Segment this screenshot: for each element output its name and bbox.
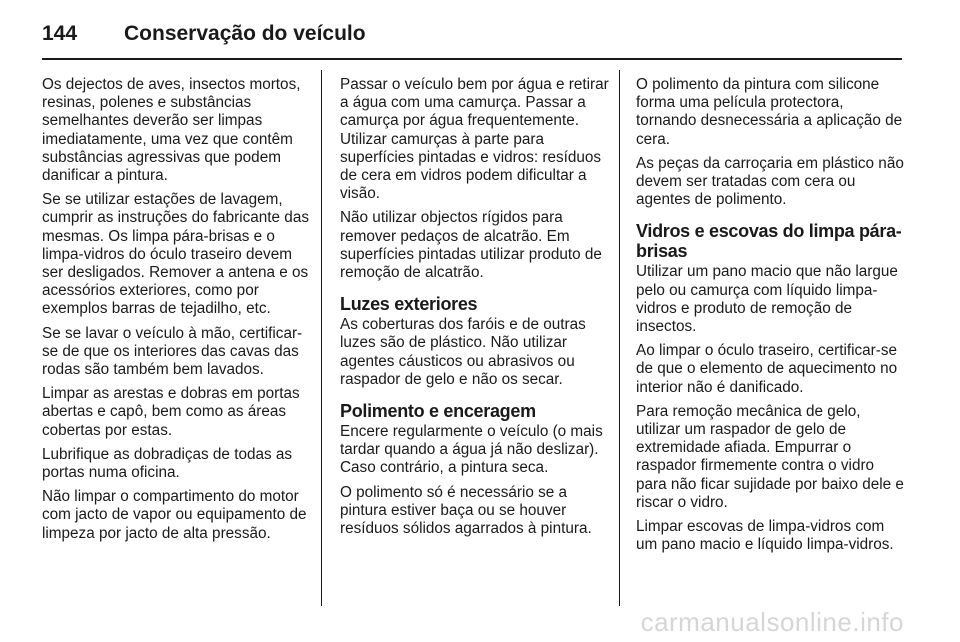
paragraph: O polimento só é necessário se a pintura estiver baça ou se houver resíduos sólidos agarrados à pintura. <box>340 483 592 538</box>
paragraph: Passar o veículo bem por água e retirar a água com uma camurça. Passar a camurça por água frequentemente. Utilizar camurças à parte para superfícies pintadas e vidros: resíduos de cera em vidros podem dificultar a visão. <box>340 76 609 203</box>
paragraph: Limpar escovas de limpa-vidros com um pano macio e líquido limpa-vidros. <box>636 518 894 554</box>
paragraph: Não limpar o compartimento do motor com jacto de vapor ou equipamento de limpeza por jacto de alta pressão. <box>42 488 307 542</box>
section-heading-windows-wipers: Vidros e escovas do limpa pára-brisas <box>636 221 902 262</box>
page-title: Conservação do veículo <box>124 22 366 45</box>
column-3 <box>636 76 906 560</box>
header-rule <box>42 58 902 60</box>
paragraph: Os dejectos de aves, insectos mortos, resinas, polenes e substâncias semelhantes deverão ser limpas imediatamente, uma vez que contêm substâncias agressivas que podem danificar a pintura. <box>42 76 301 185</box>
paragraph: O polimento da pintura com silicone forma uma película protectora, tornando desnecessária a aplicação de cera. <box>636 76 903 148</box>
paragraph: Não utilizar objectos rígidos para remover pedaços de alcatrão. Em superfícies pintadas utilizar produto de remoção de alcatrão. <box>340 209 602 282</box>
column-2 <box>340 76 610 544</box>
page-header <box>42 18 366 50</box>
column-divider <box>619 70 620 606</box>
watermark: carmanualsonline.info <box>640 607 904 637</box>
section-heading-exterior-lights: Luzes exteriores <box>340 294 478 315</box>
paragraph: Lubrifique as dobradiças de todas as portas numa oficina. <box>42 445 293 482</box>
paragraph: As peças da carroçaria em plástico não devem ser tratadas com cera ou agentes de polimento. <box>636 154 904 209</box>
column-1 <box>42 76 312 549</box>
paragraph: As coberturas dos faróis e de outras luzes são de plástico. Não utilizar agentes cáusticos ou abrasivos ou raspador de gelo e não os secar. <box>340 316 586 388</box>
paragraph: Utilizar um pano macio que não largue pelo ou camurça com líquido limpa-vidros e produto de remoção de insectos. <box>636 263 898 336</box>
page-number: 144 <box>42 22 78 45</box>
paragraph: Ao limpar o óculo traseiro, certificar-se de que o elemento de aquecimento no interior não é danificado. <box>636 342 898 396</box>
column-divider <box>321 70 322 606</box>
paragraph: Limpar as arestas e dobras em portas abertas e capô, bem como as áreas cobertas por estas. <box>42 385 300 439</box>
paragraph: Se se lavar o veículo à mão, certificar-se de que os interiores das cavas das rodas são também bem lavados. <box>42 324 303 379</box>
section-heading-polishing: Polimento e enceragem <box>340 401 536 422</box>
paragraph: Para remoção mecânica de gelo, utilizar um raspador de gelo de extremidade afiada. Empurrar o raspador firmemente contra o vidro para não ficar sujidade por baixo dele e riscar o vidro. <box>636 402 904 511</box>
paragraph: Encere regularmente o veículo (o mais tardar quando a água já não deslizar). Caso contrário, a pintura seca. <box>340 423 603 477</box>
paragraph: Se se utilizar estações de lavagem, cumprir as instruções do fabricante das mesmas. Os limpa pára-brisas e o limpa-vidros do óculo traseiro devem ser desligados. Remover a antena e os acessórios exteriores, como por exemplos barras de tejadilho, etc. <box>42 191 309 318</box>
